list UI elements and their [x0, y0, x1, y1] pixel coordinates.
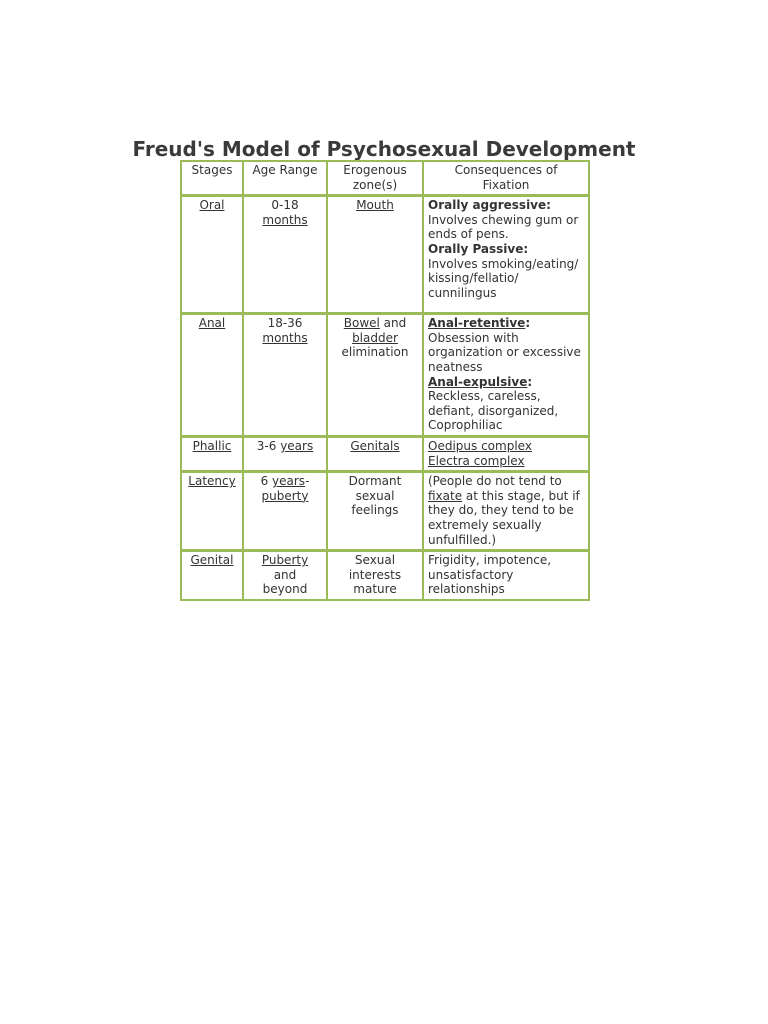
table-header-row [181, 161, 589, 195]
zone-cell: Dormant sexual feelings [327, 471, 423, 550]
fixation-cell: Anal-retentive: Obsession with organization or excessive neatness Anal-expulsive: Reckless, careless, defiant, disorganized, Coprophiliac [423, 313, 589, 436]
header-erogenous-zone: Erogenous zone(s) [327, 161, 423, 195]
bladder-link[interactable]: bladder [352, 330, 398, 345]
puberty-link[interactable]: puberty [261, 488, 309, 503]
table-row [181, 195, 589, 313]
oedipus-complex-link[interactable]: Oedipus complex [428, 438, 532, 453]
age-cell: 18-36 months [243, 313, 327, 436]
fixation-cell: (People do not tend to fixate at this stage, but if they do, they tend to be extremely sexually unfulfilled.) [423, 471, 589, 550]
stage-cell [181, 471, 243, 550]
months-link[interactable]: months [262, 330, 308, 345]
fixation-cell: Frigidity, impotence, unsatisfactory relationships [423, 550, 589, 600]
stage-link-phallic[interactable]: Phallic [192, 438, 232, 453]
fixation-cell [423, 436, 589, 471]
mouth-link[interactable]: Mouth [356, 198, 394, 213]
table-row [181, 313, 589, 436]
age-cell: 0-18 months [243, 195, 327, 313]
header-age-range: Age Range [243, 161, 327, 195]
stage-cell [181, 195, 243, 313]
genitals-link[interactable]: Genitals [350, 438, 400, 453]
table-row [181, 550, 589, 600]
table-row [181, 436, 589, 471]
fixate-link[interactable]: fixate [428, 488, 463, 503]
table-row [181, 471, 589, 550]
bowel-link[interactable]: Bowel [343, 316, 380, 331]
age-cell: 3-6 years [243, 436, 327, 471]
anal-retentive-link[interactable]: Anal-retentive [428, 316, 526, 331]
puberty-link[interactable]: Puberty [261, 553, 309, 568]
stage-cell [181, 436, 243, 471]
years-link[interactable]: years [272, 474, 306, 489]
page-title: Freud's Model of Psychosexual Development [132, 137, 636, 161]
zone-cell [327, 195, 423, 313]
age-cell: 6 years- puberty [243, 471, 327, 550]
stage-link-anal[interactable]: Anal [198, 316, 226, 331]
stage-cell [181, 550, 243, 600]
electra-complex-link[interactable]: Electra complex [428, 453, 525, 468]
psychosexual-table [180, 160, 590, 601]
years-link[interactable]: years [280, 438, 314, 453]
fixation-cell: Orally aggressive: Involves chewing gum or ends of pens. Orally Passive: Involves smoking/eating/ kissing/fellatio/ cunnilingus [423, 195, 589, 313]
months-link[interactable]: months [262, 212, 308, 227]
anal-expulsive-link[interactable]: Anal-expulsive [428, 374, 528, 389]
age-cell: Puberty and beyond [243, 550, 327, 600]
zone-cell: Bowel and bladder elimination [327, 313, 423, 436]
zone-cell: Sexual interests mature [327, 550, 423, 600]
zone-cell [327, 436, 423, 471]
header-consequences: Consequences of Fixation [423, 161, 589, 195]
stage-link-genital[interactable]: Genital [190, 553, 234, 568]
header-stages: Stages [181, 161, 243, 195]
stage-cell [181, 313, 243, 436]
stage-link-latency[interactable]: Latency [188, 474, 236, 489]
stage-link-oral[interactable]: Oral [199, 198, 225, 213]
